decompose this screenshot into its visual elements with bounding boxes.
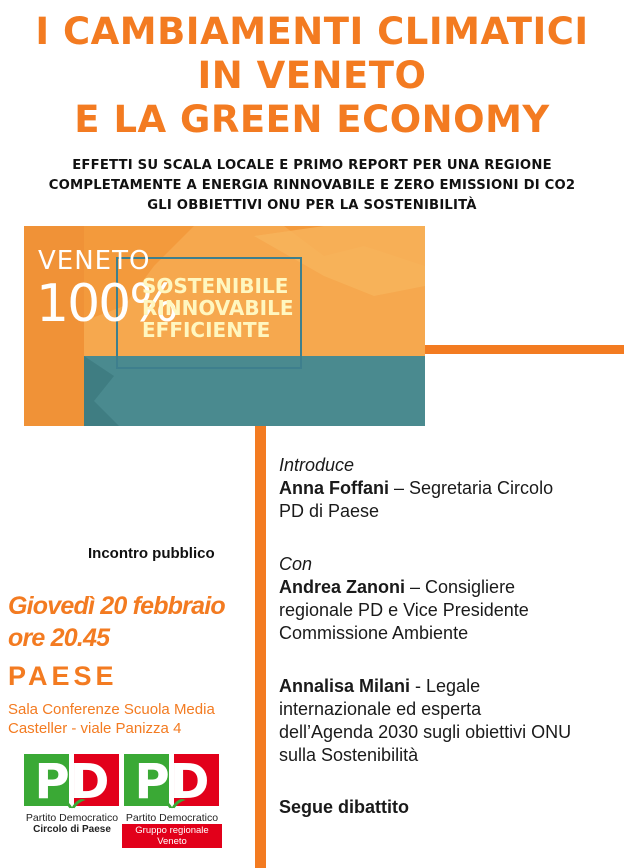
intro-label: Introduce	[279, 455, 355, 475]
title-line-3: E LA GREEN ECONOMY	[74, 98, 550, 141]
speaker-1-role: – Consigliere	[405, 577, 516, 597]
poster-title	[0, 10, 624, 142]
subtitle-line-2: COMPLETAMENTE A ENERGIA RINNOVABILE E ZERO EMISSIONI DI CO2	[48, 178, 576, 193]
speaker-1-name: Andrea Zanoni	[279, 577, 406, 597]
title-line-2: IN VENETO	[197, 54, 427, 97]
speaker-2-role-line-4: sulla Sostenibilità	[279, 745, 419, 765]
title-line-1: I CAMBIAMENTI CLIMATICI	[35, 10, 589, 53]
speaker-2-role-line-3: dell’Agenda 2030 sugli obiettivi ONU	[279, 722, 572, 742]
speaker-intro	[279, 454, 619, 523]
event-time: ore 20.45	[8, 624, 110, 652]
event-type: Incontro pubblico	[88, 545, 215, 562]
venue-line-2: Casteller - viale Panizza 4	[8, 720, 182, 737]
intro-name: Anna Foffani	[279, 478, 389, 498]
speaker-2	[279, 675, 619, 767]
poster-subtitle	[0, 156, 624, 216]
speaker-2-role-line-2: internazionale ed esperta	[279, 699, 482, 719]
pd-logo-circolo	[22, 752, 122, 835]
event-date-line-1: Giovedì 20 febbraio	[8, 592, 225, 620]
pd-logo-party-name: Partito Democratico	[25, 812, 119, 824]
event-venue	[8, 700, 215, 738]
pd-logo-caption-circolo: Circolo di Paese	[33, 824, 111, 835]
pd-logo-text: PD	[34, 754, 110, 810]
venue-line-1: Sala Conferenze Scuola Media	[8, 701, 215, 718]
banner-word-1: SOSTENIBILE	[142, 274, 289, 298]
banner-keywords	[142, 275, 293, 341]
speaker-1-role-line-2: regionale PD e Vice Presidente	[279, 600, 529, 620]
pd-logo-party-name: Partito Democratico	[125, 812, 219, 824]
banner-percent: 100%	[36, 274, 177, 334]
speaker-1	[279, 553, 619, 645]
subtitle-line-1: EFFETTI SU SCALA LOCALE E PRIMO REPORT PER UNA REGIONE	[72, 158, 552, 173]
event-date	[8, 590, 225, 654]
subtitle-line-3: GLI OBBIETTIVI ONU PER LA SOSTENIBILITÀ	[147, 198, 477, 213]
pd-logo-caption-gruppo: Gruppo regionale Veneto	[122, 824, 222, 848]
banner-word-3: EFFICIENTE	[142, 318, 271, 342]
banner-word-2: RINNOVABILE	[142, 296, 294, 320]
orange-divider-vertical	[255, 426, 266, 868]
intro-role-line-2: PD di Paese	[279, 501, 380, 521]
banner-region: VENETO	[38, 246, 151, 276]
speaker-1-role-line-3: Commissione Ambiente	[279, 623, 469, 643]
pd-logo-gruppo	[122, 752, 222, 848]
closing-text: Segue dibattito	[279, 797, 409, 817]
pd-logo-icon	[22, 752, 122, 810]
event-place: PAESE	[8, 661, 118, 691]
closing-note	[279, 796, 619, 819]
speaker-2-role: - Legale	[410, 676, 481, 696]
intro-role: – Segretaria Circolo	[389, 478, 554, 498]
pd-logo-text: PD	[134, 754, 210, 810]
pd-logo-icon	[122, 752, 222, 810]
veneto-banner	[24, 226, 425, 426]
orange-divider-horizontal	[425, 345, 624, 354]
with-label: Con	[279, 554, 313, 574]
speaker-2-name: Annalisa Milani	[279, 676, 411, 696]
